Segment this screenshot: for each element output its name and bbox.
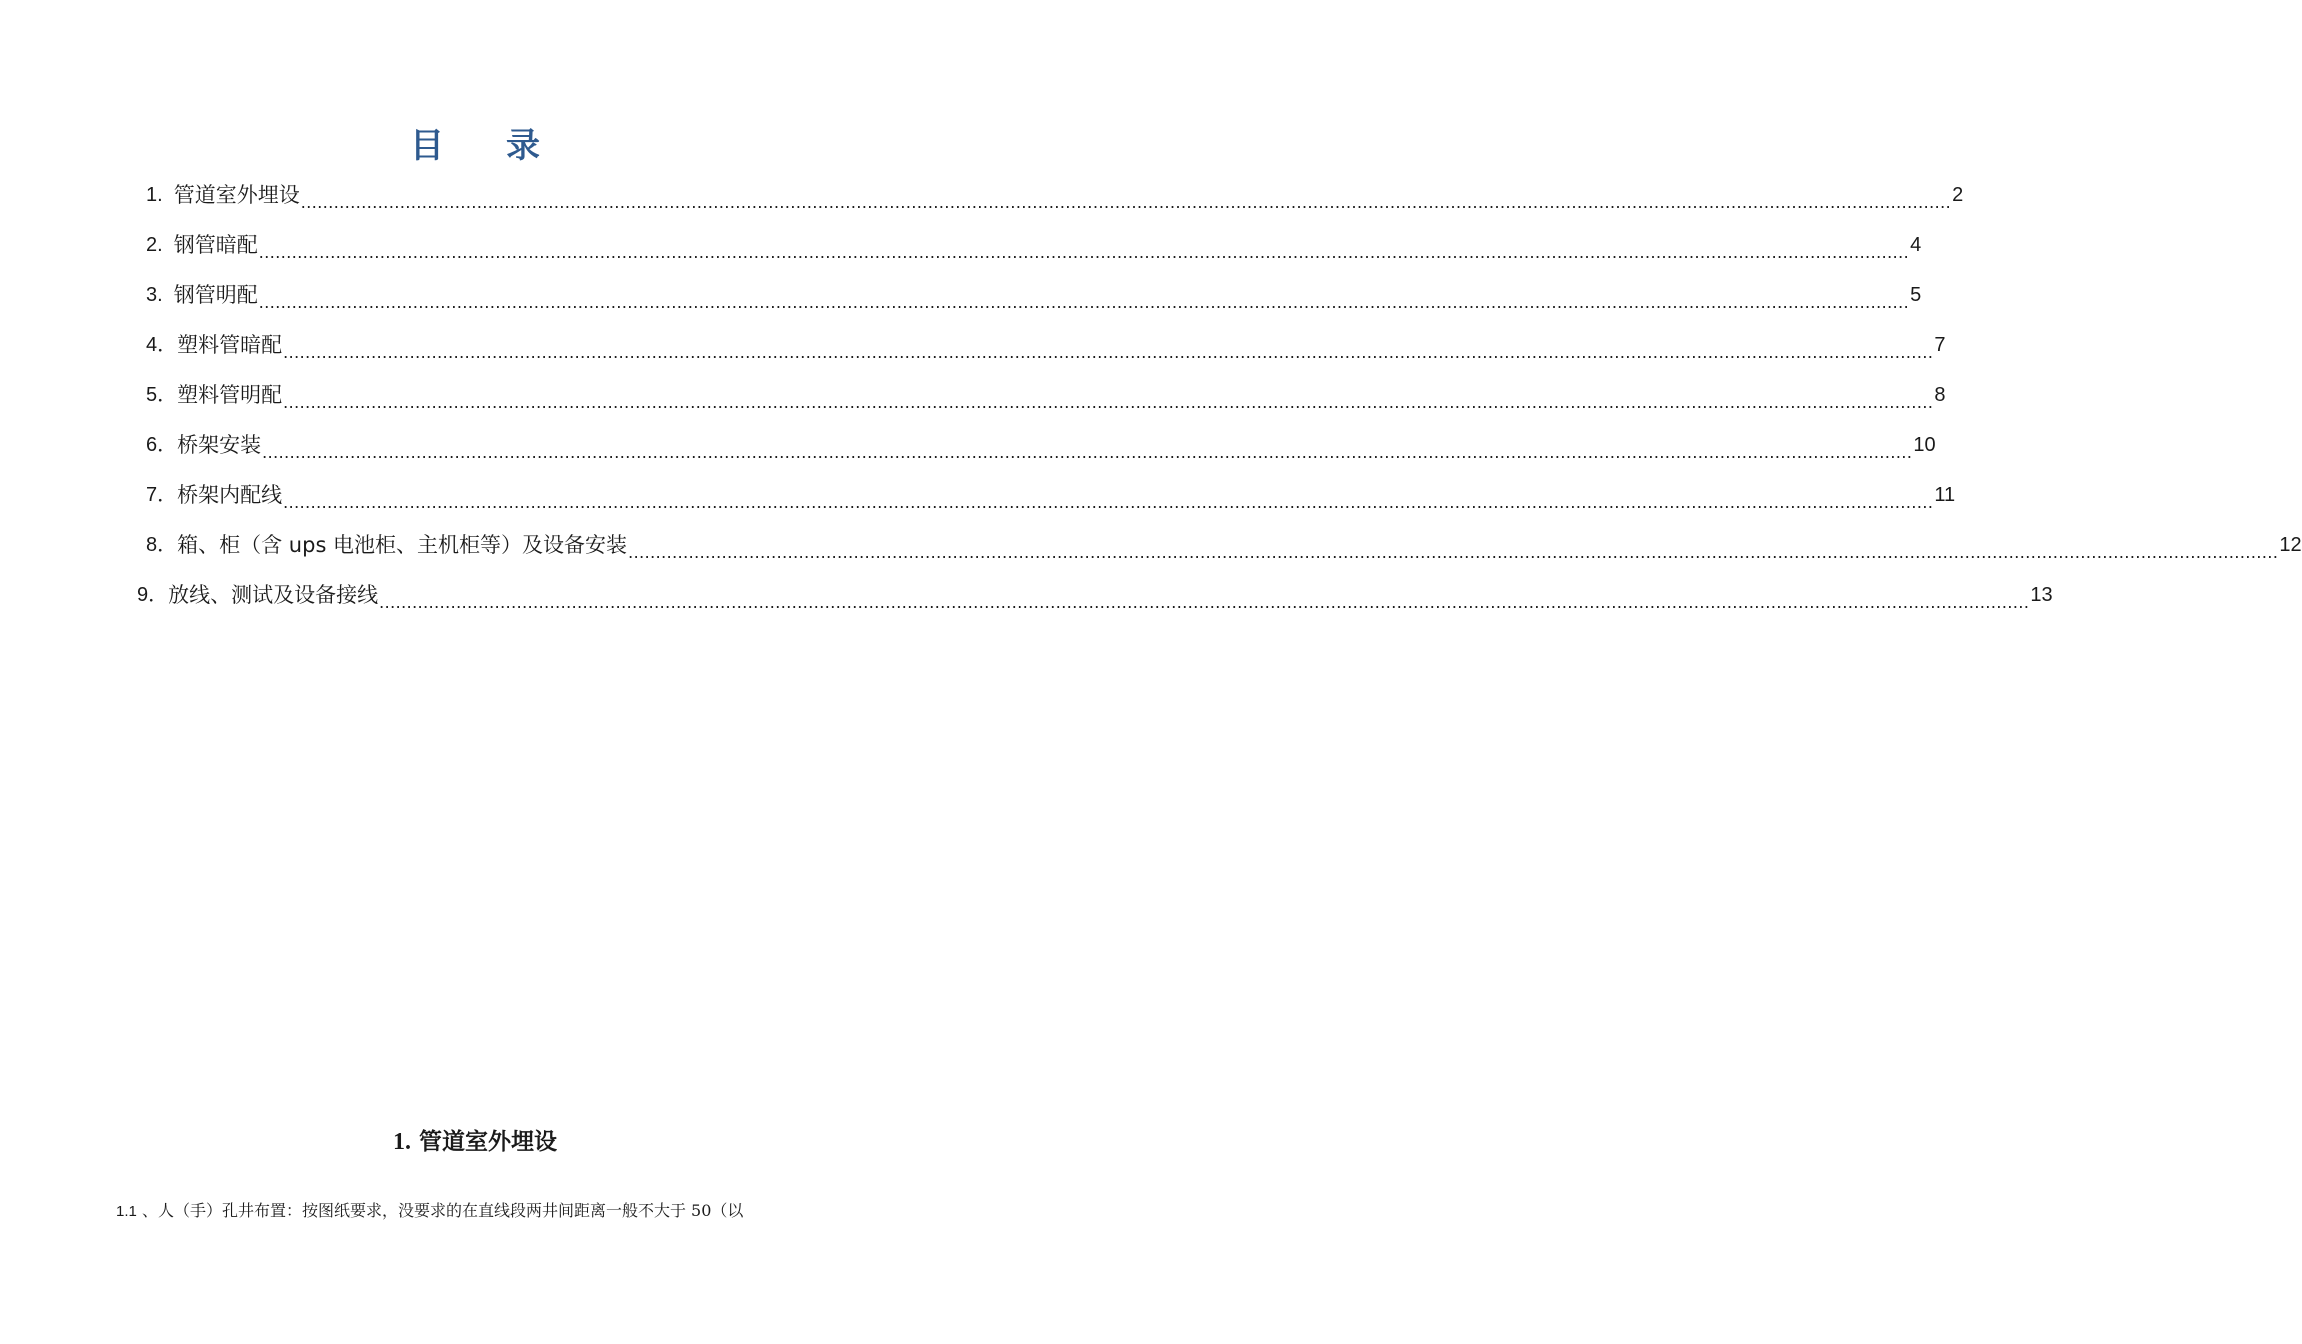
toc-entry-page: 7 bbox=[1934, 334, 1946, 356]
toc-dot-leader: ............................................................................................................................................................................................................................................................................................................ bbox=[379, 592, 2030, 612]
toc-entry-number: 1. bbox=[146, 184, 174, 206]
section-number: 1. bbox=[392, 1129, 411, 1155]
toc-dot-leader: ............................................................................................................................................................................................................................................................................................................ bbox=[283, 392, 1934, 412]
toc-entry-number: 9． bbox=[137, 584, 169, 606]
toc-entry-7[interactable] bbox=[146, 470, 1956, 520]
toc-dot-leader: ............................................................................................................................................................................................................................................................................................................ bbox=[283, 342, 1934, 362]
toc-entry-page: 8 bbox=[1934, 384, 1946, 406]
toc-entry-text: 钢管暗配 bbox=[173, 233, 258, 257]
toc-title bbox=[0, 118, 950, 174]
toc-entry-text: 放线、测试及设备接线 bbox=[168, 583, 379, 607]
toc-entry-page: 11 bbox=[1934, 484, 1956, 506]
toc-entry-page: 4 bbox=[1910, 234, 1922, 256]
toc-entry-text: 管道室外埋设 bbox=[173, 183, 300, 207]
toc-entry-number: 8． bbox=[146, 534, 178, 556]
toc-entry-page: 13 bbox=[2030, 584, 2053, 606]
toc-title-left-char: 目 bbox=[410, 126, 444, 166]
toc-dot-leader: ............................................................................................................................................................................................................................................................................................................ bbox=[258, 242, 1910, 262]
toc-entry-4[interactable] bbox=[146, 320, 1946, 370]
toc-entry-9[interactable] bbox=[137, 570, 2053, 620]
section-heading bbox=[0, 1120, 950, 1164]
toc-entry-page: 10 bbox=[1913, 434, 1936, 456]
toc-dot-leader: ............................................................................................................................................................................................................................................................................................................ bbox=[258, 292, 1910, 312]
paragraph-number: 1.1 bbox=[116, 1203, 137, 1220]
toc-entry-number: 6． bbox=[146, 434, 178, 456]
toc-entry-page: 5 bbox=[1910, 284, 1922, 306]
toc-entry-page: 2 bbox=[1952, 184, 1964, 206]
toc-entry-page: 12 bbox=[2279, 534, 2302, 556]
toc-dot-leader: ............................................................................................................................................................................................................................................................................................................ bbox=[262, 442, 1913, 462]
toc-entry-number: 4． bbox=[146, 334, 178, 356]
toc-entry-1[interactable] bbox=[146, 170, 1964, 220]
toc-entry-3[interactable] bbox=[146, 270, 1922, 320]
toc-entry-text: 塑料管明配 bbox=[177, 383, 283, 407]
toc-title-right-char: 录 bbox=[506, 126, 540, 166]
paragraph-text: 、人（手）孔井布置：按图纸要求，没要求的在直线段两井间距离一般不大于 50（以 bbox=[141, 1201, 744, 1220]
toc-entry-5[interactable] bbox=[146, 370, 1946, 420]
toc-entry-number: 7． bbox=[146, 484, 178, 506]
toc-entry-text: 箱、柜（含 ups 电池柜、主机柜等）及设备安装 bbox=[177, 533, 628, 557]
body-paragraph bbox=[116, 1196, 876, 1227]
toc-dot-leader: ............................................................................................................................................................................................................................................................................................................ bbox=[300, 192, 1952, 212]
toc-entry-6[interactable] bbox=[146, 420, 1936, 470]
toc-entry-text: 钢管明配 bbox=[173, 283, 258, 307]
section-title: 管道室外埋设 bbox=[419, 1129, 557, 1155]
toc-entry-number: 5． bbox=[146, 384, 178, 406]
toc-entry-2[interactable] bbox=[146, 220, 1922, 270]
toc-dot-leader: ............................................................................................................................................................................................................................................................................................................ bbox=[283, 492, 1934, 512]
toc-entry-text: 桥架安装 bbox=[177, 433, 262, 457]
toc-entry-number: 2. bbox=[146, 234, 174, 256]
toc-entry-8[interactable] bbox=[146, 520, 2302, 570]
toc-entry-text: 桥架内配线 bbox=[177, 483, 283, 507]
toc-entry-text: 塑料管暗配 bbox=[177, 333, 283, 357]
toc-dot-leader: ............................................................................................................................................................................................................................................................................................................ bbox=[628, 542, 2279, 562]
toc-entry-number: 3. bbox=[146, 284, 174, 306]
